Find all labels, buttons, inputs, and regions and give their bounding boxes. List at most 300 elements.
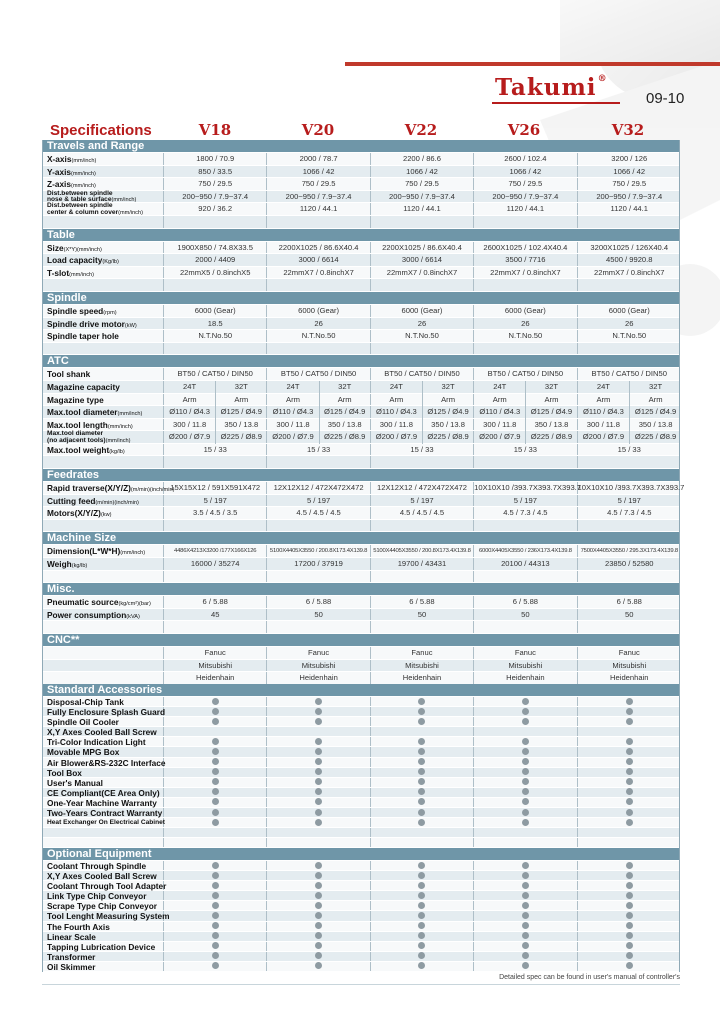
value-cell: [474, 419, 577, 431]
section-header: CNC**: [43, 634, 679, 647]
standard-dot-icon: [315, 952, 322, 959]
standard-dot-icon: [522, 768, 529, 775]
spec-row: [43, 242, 679, 255]
standard-dot-icon: [626, 882, 633, 889]
value-cell: Fanuc: [474, 647, 577, 659]
row-label: [43, 267, 164, 279]
row-label: Air Blower&RS-232C Interface: [43, 758, 164, 767]
availability-cell: [267, 952, 370, 961]
row-label: [43, 545, 164, 557]
standard-dot-icon: [626, 862, 633, 869]
availability-cell: [267, 871, 370, 880]
value-cell: 1066 / 42: [371, 166, 474, 178]
standard-dot-icon: [315, 798, 322, 805]
availability-cell: [474, 788, 577, 797]
availability-cell: [267, 861, 370, 870]
row-label: [43, 381, 164, 393]
unit: (mm/inch): [117, 411, 143, 418]
availability-cell: [164, 758, 267, 767]
accessory-row: [43, 962, 679, 972]
value-cell: Fanuc: [371, 647, 474, 659]
value-cell: [267, 381, 370, 393]
logo-underline: [492, 102, 620, 104]
value-a: 300 / 11.8: [172, 419, 207, 429]
row-label: [43, 828, 164, 837]
value-cell: 20100 / 44313: [474, 558, 577, 570]
availability-cell: [267, 881, 370, 890]
spec-row: [43, 305, 679, 318]
availability-cell: [371, 932, 474, 941]
availability-cell: [164, 942, 267, 951]
spec-row: [43, 330, 679, 343]
model-header-v32: V32: [611, 121, 645, 139]
standard-dot-icon: [212, 768, 219, 775]
unit: (mm/inch): [71, 158, 97, 164]
value-cell: Heidenhain: [474, 672, 577, 684]
value-cell: [164, 621, 267, 633]
availability-cell: [474, 778, 577, 787]
value-cell: [474, 394, 577, 406]
standard-dot-icon: [315, 902, 322, 909]
value-cell: Mitsubishi: [267, 660, 370, 672]
unit: (rpm): [103, 309, 117, 316]
accessory-row: [43, 707, 679, 717]
unit: (Kg/lb): [102, 259, 119, 266]
standard-dot-icon: [418, 942, 425, 949]
value-cell: 5 / 197: [617, 495, 641, 505]
row-label: X,Y Axes Cooled Ball Screw: [43, 871, 164, 880]
accessory-row: [43, 808, 679, 818]
availability-cell: [164, 727, 267, 736]
standard-dot-icon: [315, 758, 322, 765]
availability-cell: [267, 818, 370, 827]
unit: (kg/lb): [109, 448, 125, 455]
value-cell: [371, 394, 474, 406]
availability-cell: [474, 881, 577, 890]
model-header-v22: V22: [404, 121, 438, 139]
section-body: [43, 305, 679, 355]
standard-dot-icon: [212, 748, 219, 755]
availability-cell: [578, 871, 681, 880]
row-label: [43, 242, 164, 254]
availability-cell: [371, 717, 474, 726]
availability-cell: [578, 758, 681, 767]
value-cell: [164, 520, 267, 532]
availability-cell: [371, 727, 474, 736]
standard-dot-icon: [315, 962, 322, 969]
value-cell: Fanuc: [267, 647, 370, 659]
availability-cell: [578, 788, 681, 797]
availability-cell: [371, 838, 474, 847]
availability-cell: [474, 891, 577, 900]
value-cell: [371, 381, 474, 393]
availability-cell: [371, 911, 474, 920]
value-cell: N.T.No.50: [474, 330, 577, 342]
accessory-row: [43, 932, 679, 942]
spec-row: [43, 279, 679, 292]
value-cell: Mitsubishi: [371, 660, 474, 672]
section-header: Standard Accessories: [43, 684, 679, 697]
standard-dot-icon: [418, 748, 425, 755]
row-label: [43, 444, 164, 456]
row-label: Two-Years Contract Warranty: [43, 808, 164, 817]
row-label: [43, 216, 164, 228]
accessory-row: [43, 717, 679, 727]
label-line1: Dist.between spindle: [47, 202, 113, 210]
section-body: [43, 861, 679, 972]
footnote: Detailed spec can be found in user's manual of controller's: [499, 974, 680, 981]
value-cell: 15 / 33: [474, 444, 577, 456]
value-cell: 26: [625, 318, 634, 328]
value-cell: [578, 406, 681, 418]
availability-cell: [267, 737, 370, 746]
row-label: Oil Skimmer: [43, 962, 164, 971]
value-cell: 1900X850 / 74.8X33.5: [164, 242, 267, 254]
value-cell: [371, 406, 474, 418]
accessory-row: [43, 737, 679, 747]
standard-dot-icon: [418, 872, 425, 879]
value-cell: 22mmX5 / 0.8inchX5: [164, 267, 267, 279]
availability-cell: [578, 901, 681, 910]
availability-cell: [267, 758, 370, 767]
row-label: [43, 191, 164, 203]
value-a: Arm: [492, 394, 507, 404]
model-header-v20: V20: [301, 121, 335, 139]
label-text: T-slot: [47, 267, 70, 278]
availability-cell: [474, 828, 577, 837]
value-cell: [474, 406, 577, 418]
availability-cell: [474, 911, 577, 920]
availability-cell: [164, 828, 267, 837]
value-cell: [578, 343, 681, 355]
availability-cell: [164, 778, 267, 787]
standard-dot-icon: [418, 902, 425, 909]
value-cell: 5100X4405X3550 / 200.8X173.4X139.8: [267, 545, 370, 557]
value-cell: 750 / 29.5: [267, 178, 370, 190]
value-cell: [371, 571, 474, 583]
value-b: Arm: [422, 394, 473, 407]
value-cell: 50: [474, 609, 577, 621]
value-cell: [474, 381, 577, 393]
standard-dot-icon: [212, 932, 219, 939]
row-label: Spindle Oil Cooler: [43, 717, 164, 726]
value-a: Arm: [286, 394, 300, 404]
value-cell: 2600 / 102.4: [474, 153, 577, 165]
label-text: Cutting feed: [47, 495, 96, 506]
availability-cell: [371, 747, 474, 756]
value-cell: 3000 / 6614: [371, 254, 474, 266]
section-body: [43, 647, 679, 685]
row-label: Tri-Color Indication Light: [43, 737, 164, 746]
availability-cell: [267, 828, 370, 837]
section-body: [43, 153, 679, 229]
spec-row: [43, 571, 679, 584]
label-text: X-axis: [47, 154, 72, 164]
label-text: Power consumption: [47, 609, 127, 620]
availability-cell: [164, 768, 267, 777]
row-label: Link Type Chip Conveyor: [43, 891, 164, 900]
availability-cell: [371, 707, 474, 716]
label-line2: nose & table surface: [47, 196, 112, 204]
standard-dot-icon: [212, 882, 219, 889]
availability-cell: [371, 818, 474, 827]
value-b: 32T: [215, 381, 266, 394]
section-header: Misc.: [43, 583, 679, 596]
standard-dot-icon: [522, 748, 529, 755]
spec-row: [43, 254, 679, 267]
value-cell: [474, 520, 577, 532]
accessory-row: [43, 952, 679, 962]
value-cell: 6000 (Gear): [474, 305, 577, 317]
availability-cell: [267, 808, 370, 817]
accessory-row: [43, 911, 679, 921]
standard-dot-icon: [418, 718, 425, 725]
availability-cell: [578, 962, 681, 971]
accessory-row: [43, 881, 679, 891]
standard-dot-icon: [626, 932, 633, 939]
spec-row: [43, 520, 679, 533]
spec-row: [43, 621, 679, 634]
value-cell: Fanuc: [164, 647, 267, 659]
value-cell: 15X15X12 / 591X591X472: [164, 482, 267, 494]
row-label: [43, 368, 164, 380]
value-cell: 22mmX7 / 0.8inchX7: [474, 267, 577, 279]
standard-dot-icon: [418, 798, 425, 805]
availability-cell: [474, 952, 577, 961]
availability-cell: [371, 891, 474, 900]
standard-dot-icon: [418, 738, 425, 745]
value-b: 32T: [422, 381, 473, 394]
availability-cell: [267, 942, 370, 951]
value-cell: N.T.No.50: [612, 331, 647, 341]
value-cell: 15 / 33: [267, 444, 370, 456]
row-label: [43, 406, 164, 418]
unit: (X*Y)(mm/inch): [63, 246, 102, 253]
spec-row: [43, 545, 679, 558]
value-cell: Mitsubishi: [612, 660, 647, 670]
availability-cell: [164, 901, 267, 910]
value-cell: 15 / 33: [371, 444, 474, 456]
value-cell: [371, 216, 474, 228]
spec-row: [43, 166, 679, 179]
value-cell: [578, 571, 681, 583]
spec-row: [43, 216, 679, 229]
value-cell: [164, 431, 267, 443]
standard-dot-icon: [522, 698, 529, 705]
value-cell: [371, 343, 474, 355]
row-label: Transformer: [43, 952, 164, 961]
value-cell: [267, 571, 370, 583]
standard-dot-icon: [315, 942, 322, 949]
value-cell: 26: [371, 318, 474, 330]
row-label: [43, 660, 164, 672]
availability-cell: [267, 891, 370, 900]
value-cell: [164, 279, 267, 291]
standard-dot-icon: [522, 952, 529, 959]
unit: (mm/inch): [70, 183, 96, 190]
standard-dot-icon: [212, 912, 219, 919]
specifications-table: [42, 140, 685, 685]
accessory-row: [43, 768, 679, 778]
availability-cell: [474, 808, 577, 817]
value-cell: 16000 / 35274: [164, 558, 267, 570]
value-cell: BT50 / CAT50 / DIN50: [164, 368, 267, 380]
availability-cell: [474, 768, 577, 777]
value-cell: 850 / 33.5: [164, 166, 267, 178]
value-b: Ø125 / Ø4.9: [422, 406, 473, 419]
row-label: Coolant Through Tool Adapter: [43, 881, 164, 890]
standard-dot-icon: [315, 718, 322, 725]
spec-row: [43, 495, 679, 508]
standard-dot-icon: [212, 798, 219, 805]
value-cell: 2200X1025 / 86.6X40.4: [267, 242, 370, 254]
value-cell: 3.5 / 4.5 / 3.5: [164, 507, 267, 519]
availability-cell: [578, 707, 681, 716]
value-a: Ø110 / Ø4.3: [479, 407, 521, 417]
availability-cell: [164, 788, 267, 797]
availability-cell: [371, 952, 474, 961]
accessory-row: [43, 901, 679, 911]
unit: (m/min)(inch/min): [130, 487, 175, 494]
standard-dot-icon: [418, 892, 425, 899]
row-label: [43, 153, 164, 165]
value-a: Ø200 / Ø7.9: [272, 432, 314, 442]
availability-cell: [371, 768, 474, 777]
unit: (m/min)(inch/min): [95, 499, 139, 506]
value-b: Arm: [215, 394, 266, 407]
row-label: [43, 343, 164, 355]
availability-cell: [164, 932, 267, 941]
standard-dot-icon: [212, 942, 219, 949]
value-b: Ø225 / Ø8.9: [525, 431, 576, 444]
standard-dot-icon: [418, 768, 425, 775]
label-text: Y-axis: [47, 166, 71, 177]
row-label: [43, 609, 164, 621]
availability-cell: [164, 818, 267, 827]
availability-cell: [474, 871, 577, 880]
value-cell: 5 / 197: [164, 495, 267, 507]
value-cell: Heidenhain: [267, 672, 370, 684]
page-number: 09-10: [646, 90, 685, 107]
standard-dot-icon: [522, 882, 529, 889]
row-label: Tapping Lubrication Device: [43, 942, 164, 951]
standard-dot-icon: [418, 758, 425, 765]
section-header: Feedrates: [43, 469, 679, 482]
standard-dot-icon: [212, 862, 219, 869]
value-cell: 4.5 / 4.5 / 4.5: [267, 507, 370, 519]
availability-cell: [267, 901, 370, 910]
section-header: Machine Size: [43, 532, 679, 545]
value-cell: 5100X4405X3550 / 200.8X173.4X139.8: [371, 545, 474, 557]
value-cell: [267, 394, 370, 406]
spec-row: [43, 153, 679, 166]
value-cell: [578, 520, 681, 532]
value-a: Arm: [182, 394, 197, 404]
standard-dot-icon: [522, 819, 529, 826]
brand-rule: [345, 62, 720, 66]
availability-cell: [267, 838, 370, 847]
availability-cell: [474, 861, 577, 870]
row-label: One-Year Machine Warranty: [43, 798, 164, 807]
value-cell: [267, 419, 370, 431]
row-label: Tool Lenght Measuring System: [43, 911, 164, 920]
unit: (kW): [124, 322, 137, 329]
accessory-row: [43, 727, 679, 737]
row-label: Linear Scale: [43, 932, 164, 941]
standard-dot-icon: [626, 962, 633, 969]
accessory-row: [43, 818, 679, 828]
availability-cell: [371, 808, 474, 817]
value-cell: BT50 / CAT50 / DIN50: [267, 368, 370, 380]
value-cell: [371, 431, 474, 443]
value-cell: 3200 / 126: [611, 154, 648, 163]
unit: (mm/inch): [111, 197, 137, 204]
row-label: X,Y Axes Cooled Ball Screw: [43, 727, 164, 736]
availability-cell: [164, 881, 267, 890]
availability-cell: [578, 697, 681, 706]
value-a: 24T: [286, 381, 300, 391]
value-cell: 6000 (Gear): [267, 305, 370, 317]
standard-dot-icon: [626, 708, 633, 715]
value-a: Ø200 / Ø7.9: [375, 432, 418, 442]
unit: (mm/inch): [69, 271, 94, 278]
value-cell: 4486X4213X3200 /177X166X126: [164, 545, 267, 557]
label-text: Spindle taper hole: [47, 331, 119, 342]
value-a: Ø200 / Ø7.9: [168, 432, 211, 442]
availability-cell: [371, 737, 474, 746]
value-cell: [371, 621, 474, 633]
availability-cell: [578, 808, 681, 817]
unit: (mm/inch): [107, 423, 133, 430]
spec-row: [43, 318, 679, 331]
value-cell: 200~950 / 7.9~37.4: [371, 191, 474, 203]
standard-dot-icon: [315, 872, 322, 879]
spec-row: [43, 267, 679, 280]
label-text: Load capacity: [47, 255, 103, 266]
row-label: [43, 596, 164, 608]
standard-dot-icon: [626, 872, 633, 879]
row-label: [43, 394, 164, 406]
spec-row: [43, 507, 679, 520]
bottom-rule: [42, 984, 680, 985]
standard-dot-icon: [212, 738, 219, 745]
value-cell: BT50 / CAT50 / DIN50: [591, 369, 667, 379]
value-cell: [578, 381, 681, 393]
spec-row: [43, 672, 679, 685]
availability-cell: [578, 818, 681, 827]
spec-row: [43, 203, 679, 216]
value-a: 300 / 11.8: [379, 419, 413, 429]
row-label: [43, 647, 164, 659]
standard-dot-icon: [418, 882, 425, 889]
value-cell: [164, 381, 267, 393]
value-cell: Mitsubishi: [474, 660, 577, 672]
row-label: The Fourth Axis: [43, 922, 164, 931]
standard-dot-icon: [626, 768, 633, 775]
value-cell: [474, 343, 577, 355]
accessory-row: [43, 871, 679, 881]
availability-cell: [371, 922, 474, 931]
value-cell: BT50 / CAT50 / DIN50: [371, 368, 474, 380]
value-cell: 45: [164, 609, 267, 621]
value-cell: [164, 406, 267, 418]
label-text: Spindle speed: [47, 305, 104, 316]
value-cell: [578, 419, 681, 431]
value-cell: 750 / 29.5: [474, 178, 577, 190]
value-cell: 7500X4405X3550 / 295.3X173.4X139.8: [580, 548, 678, 555]
standard-dot-icon: [626, 952, 633, 959]
value-cell: [164, 343, 267, 355]
